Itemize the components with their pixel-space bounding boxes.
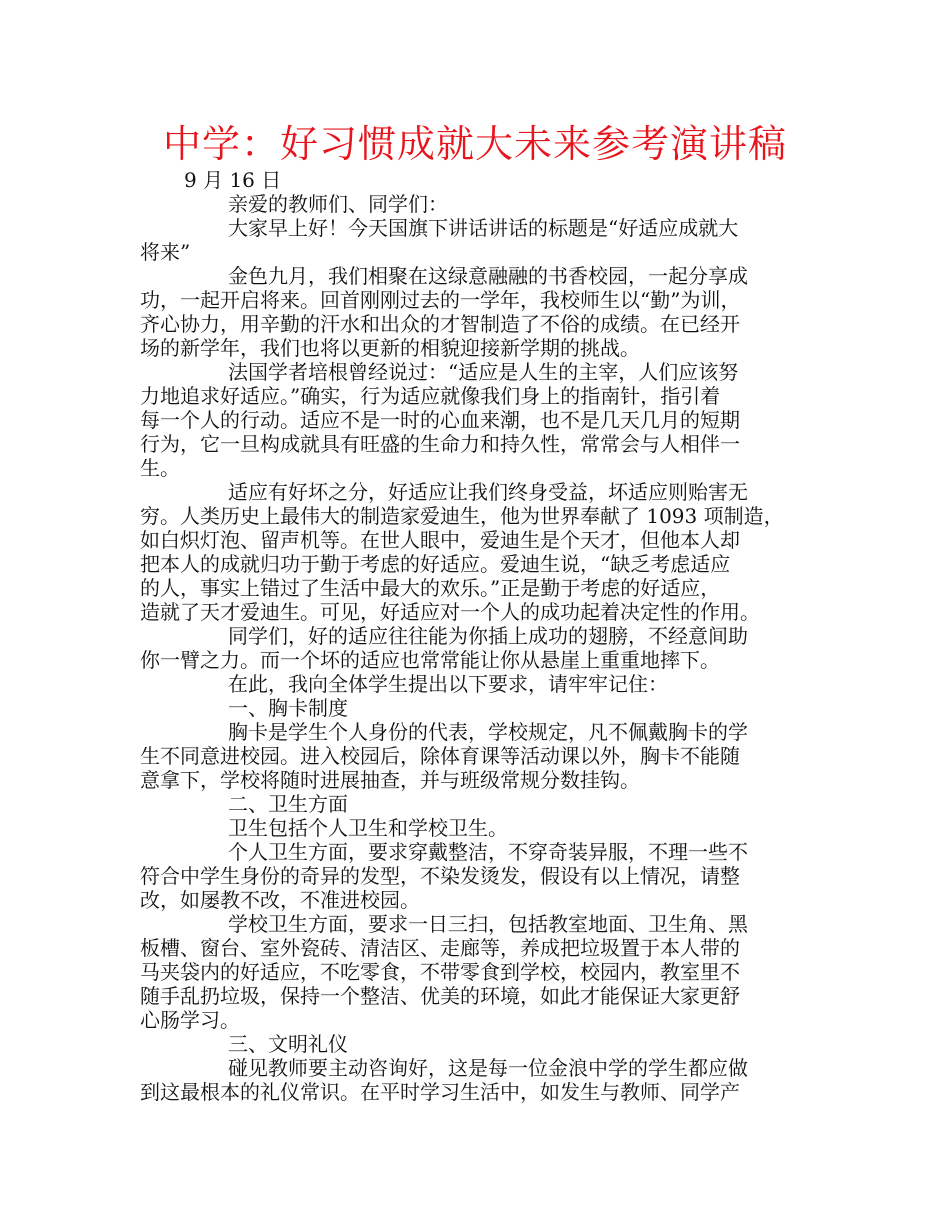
text-line: 的人，事实上错过了生活中最大的欢乐。”正是勤于考虑的好适应， [140,576,721,600]
section-heading: 一、胸卡制度 [228,696,348,720]
text-line: 亲爱的教师们、同学们： [228,192,448,216]
text-line: 马夹袋内的好适应，不吃零食，不带零食到学校，校园内，教室里不 [140,960,740,984]
text-line: 随手乱扔垃圾，保持一个整洁、优美的环境，如此才能保证大家更舒 [140,984,740,1008]
text-line: 行为，它一旦构成就具有旺盛的生命力和持久性，常常会与人相伴一 [140,432,740,456]
text-line: 碰见教师要主动咨询好，这是每一位金浪中学的学生都应做 [228,1056,748,1080]
text-line: 大家早上好！今天国旗下讲话讲话的标题是“好适应成就大 [228,216,739,240]
text-line: 穷。人类历史上最伟大的制造家爱迪生，他为世界奉献了 1093 项制造， [140,504,784,528]
text-line: 你一臂之力。而一个坏的适应也常常能让你从悬崖上重重地摔下。 [140,648,720,672]
text-line: 法国学者培根曾经说过：“适应是人生的主宰，人们应该努 [228,360,739,384]
document-title: 中学：好习惯成就大未来参考演讲稿 [162,122,787,166]
text-line: 板槽、窗台、室外瓷砖、清洁区、走廊等，养成把垃圾置于本人带的 [140,936,740,960]
text-line: 生。 [140,456,180,480]
document-body [140,168,816,1104]
text-line: 金色九月，我们相聚在这绿意融融的书香校园，一起分享成 [228,264,748,288]
text-line: 场的新学年，我们也将以更新的相貌迎接新学期的挑战。 [140,336,640,360]
text-line: 把本人的成就归功于勤于考虑的好适应。爱迪生说，“缺乏考虑适应 [140,552,731,576]
text-line: 意拿下，学校将随时进展抽查，并与班级常规分数挂钩。 [140,768,640,792]
text-line: 齐心协力，用辛勤的汗水和出众的才智制造了不俗的成绩。在已经开 [140,312,740,336]
text-line: 适应有好坏之分，好适应让我们终身受益，坏适应则贻害无 [228,480,748,504]
text-line: 心肠学习。 [140,1008,240,1032]
text-line: 在此，我向全体学生提出以下要求，请牢牢记住： [228,672,668,696]
text-line: 造就了天才爱迪生。可见，好适应对一个人的成功起着决定性的作用。 [140,600,760,624]
section-heading: 三、文明礼仪 [228,1032,348,1056]
text-line: 到这最根本的礼仪常识。在平时学习生活中，如发生与教师、同学产 [140,1080,740,1104]
text-line: 胸卡是学生个人身份的代表，学校规定，凡不佩戴胸卡的学 [228,720,748,744]
text-line: 卫生包括个人卫生和学校卫生。 [228,816,508,840]
text-line: 功，一起开启将来。回首刚刚过去的一学年，我校师生以“勤”为训， [140,288,741,312]
text-line: 力地追求好适应。”确实，行为适应就像我们身上的指南针，指引着 [140,384,721,408]
text-line: 同学们，好的适应往往能为你插上成功的翅膀，不经意间助 [228,624,748,648]
text-line: 如白炽灯泡、留声机等。在世人眼中，爱迪生是个天才，但他本人却 [140,528,740,552]
text-line: 个人卫生方面，要求穿戴整洁，不穿奇装异服，不理一些不 [228,840,748,864]
text-line: 符合中学生身份的奇异的发型，不染发烫发，假设有以上情况，请整 [140,864,740,888]
text-line: 生不同意进校园。进入校园后，除体育课等活动课以外，胸卡不能随 [140,744,740,768]
text-line: 每一个人的行动。适应不是一时的心血来潮，也不是几天几月的短期 [140,408,740,432]
text-line: 将来” [140,240,191,264]
text-line: 学校卫生方面，要求一日三扫，包括教室地面、卫生角、黑 [228,912,748,936]
text-line: 改，如屡教不改，不准进校园。 [140,888,420,912]
date-line: 9 月 16 日 [184,168,282,192]
section-heading: 二、卫生方面 [228,792,348,816]
